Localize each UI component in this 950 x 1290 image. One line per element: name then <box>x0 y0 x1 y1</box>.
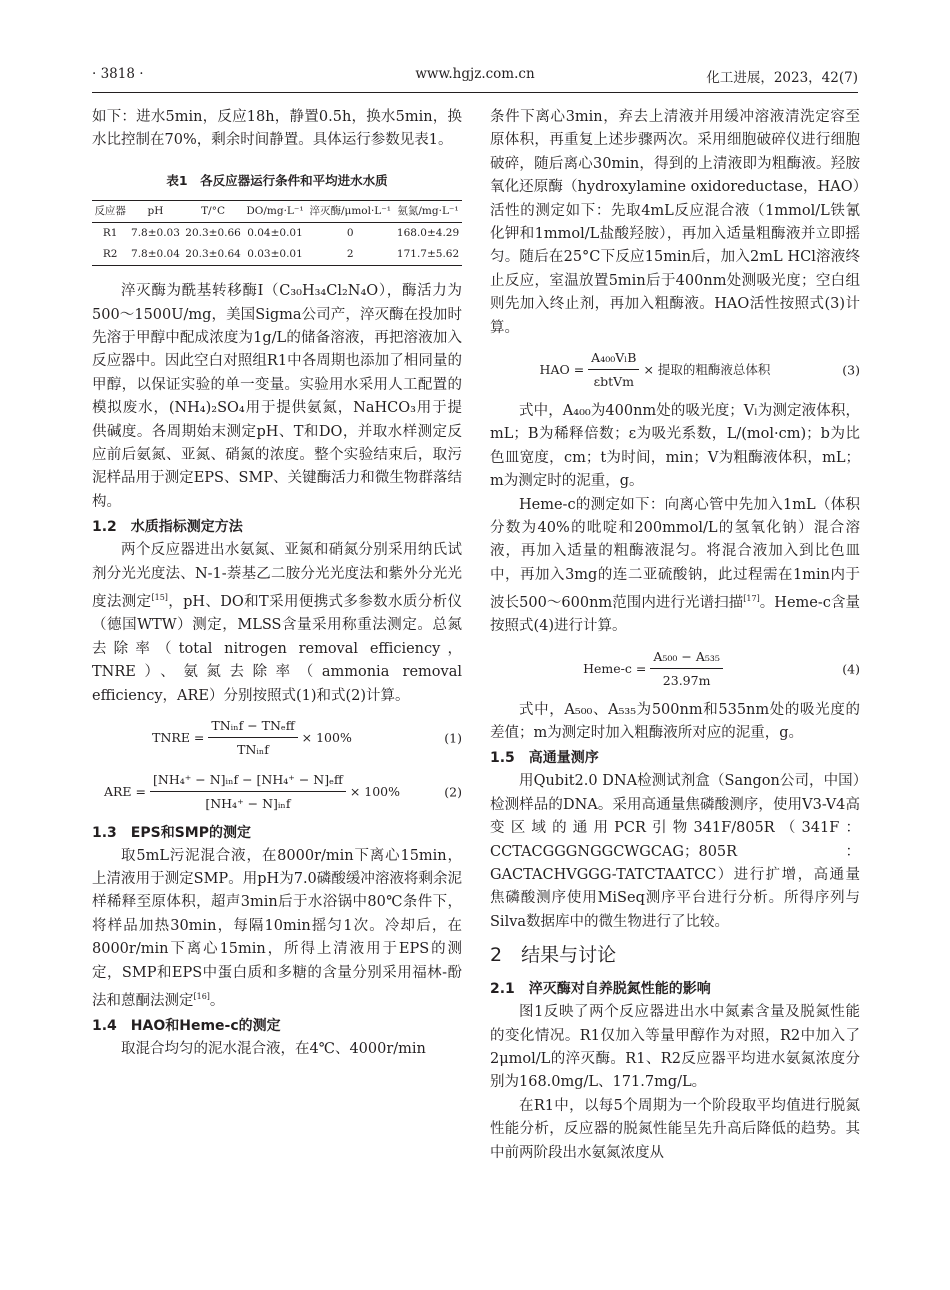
eq2-fraction <box>150 768 346 816</box>
header-rule <box>92 92 858 93</box>
citation-17: [17] <box>743 594 760 604</box>
section-heading-2: 2 结果与讨论 <box>490 944 617 967</box>
eq3-explanation: 式中，A₄₀₀为400nm处的吸光度；Vₗ为测定液体积，mL；B为稀释倍数；ε为吸光系数，L/(mol·cm)；b为比色皿宽度，cm；t为时间，min；V为粗酶液体积，mL；m为测定时的泥重，g。 <box>490 402 860 490</box>
eps-text-a: 取5mL污泥混合液，在8000r/min下离心15min，上清液用于测定SMP。用pH为7.0磷酸缓冲溶液将剩余泥样稀释至原体积，超声3min后于水浴锅中80℃条件下，将样品加热30min，每隔10min摇匀1次。冷却后，在8000r/min下离心15min，所得上清液用于EPS的测定，SMP和EPS中蛋白质和多糖的含量分别采用福林-酚法和蒽酮法测定 <box>92 847 462 1009</box>
methods-text-a: 两个反应器进出水氨氮、亚氮和硝氮分别采用纳氏试剂分光光度法、N-1-萘基乙二胺分光光度法和紫外分光光度法测定 <box>92 542 462 610</box>
table-cell: 7.8±0.03 <box>131 227 180 240</box>
table1 <box>92 200 462 266</box>
eq4-denominator: 23.97m <box>662 673 711 689</box>
citation-15: [15] <box>151 593 168 603</box>
eq2-numerator: [NH₄⁺ − N]ᵢₙf − [NH₄⁺ − N]ₑff <box>150 768 346 792</box>
table1-header-cell: DO/mg·L⁻¹ <box>244 201 307 223</box>
section-heading-1-3: 1.3 EPS和SMP的测定 <box>92 824 251 841</box>
table-cell: 20.3±0.66 <box>185 227 241 240</box>
journal-citation: 化工进展，2023，42(7) <box>706 70 858 86</box>
citation-16: [16] <box>193 992 210 1002</box>
table-cell: 0.04±0.01 <box>247 227 303 240</box>
eq3-numerator: A₄₀₀VₗB <box>588 346 639 370</box>
eq4-fraction <box>650 645 723 693</box>
hao-paragraph-continued: 条件下离心3min，弃去上清液并用缓冲溶液清洗定容至原体积，再重复上述步骤两次。采用细胞破碎仪进行细胞破碎，随后离心30min，得到的上清液即为粗酶液。羟胺氧化还原酶（hydroxylamine oxidoreductase，HAO）活性的测定如下：先取4mL反应混合液（1mmol/L铁氰化钾和1mmol/L盐酸羟胺），再加入适量粗酶液并立即摇匀。随后在25°C下反应15min后，加入2mL HCl溶液终止反应，室温放置5min后于400nm处测吸光度；空白组则先加入终止剂，再加入粗酶液。HAO活性按照式(3)计算。 <box>490 109 860 336</box>
table-row <box>92 223 462 245</box>
journal-website: www.hgjz.com.cn <box>415 66 535 82</box>
section-heading-1-4: 1.4 HAO和Heme-c的测定 <box>92 1018 281 1035</box>
methods-paragraph <box>92 539 462 708</box>
table1-header-cell: T/°C <box>183 201 244 223</box>
section-heading-2-1: 2.1 淬灭酶对自养脱氮性能的影响 <box>490 981 711 998</box>
eq1-number: (1) <box>444 730 462 746</box>
table1-caption: 表1 各反应器运行条件和平均进水水质 <box>166 172 388 188</box>
section-heading-1-5: 1.5 高通量测序 <box>490 750 599 767</box>
table1-header-cell: 反应器 <box>92 201 128 223</box>
heme-text-a: Heme-c的测定如下：向离心管中先加入1mL（体积分数为40%的吡啶和200mmol/L的氢氧化钠）混合溶液，再加入适量的粗酶液混匀。将混合液加入到比色皿中，再加入3mg的连二亚硫酸钠，此过程需在1min内于波长500～600nm范围内进行光谱扫描 <box>490 496 860 611</box>
eq4-numerator: A₅₀₀ − A₅₃₅ <box>650 645 723 669</box>
table-cell: 0.03±0.01 <box>244 244 307 266</box>
eq1-fraction <box>208 714 297 762</box>
eq4-lhs: Heme-c = <box>583 660 647 676</box>
running-header <box>92 66 858 90</box>
results-paragraph-1: 图1反映了两个反应器进出水中氮素含量及脱氮性能的变化情况。R1仅加入等量甲醇作为对照，R2中加入了2μmol/L的淬灭酶。R1、R2反应器平均进水氨氮浓度分别为168.0mg/L、171.7mg/L。 <box>490 1004 860 1091</box>
methods-text-b: ，pH、DO和T采用便携式多参数水质分析仪（德国WTW）测定，MLSS含量采用称重法测定。总氮去除率（total nitrogen removal efficiency，TNRE）、氨氮去除率（ammonia removal efficiency，ARE）分别按照式(1)和式(2)计算。 <box>92 593 462 704</box>
eq3-lhs: HAO = <box>539 362 585 378</box>
table-cell: R1 <box>102 227 118 240</box>
eq4-explanation: 式中，A₅₀₀、A₅₃₅为500nm和535nm处的吸光度的差值；m为测定时加入粗酶液所对应的泥重，g。 <box>490 701 860 741</box>
eq3-rhs: × 提取的粗酶液总体积 <box>643 362 771 378</box>
table-cell: 7.8±0.04 <box>128 244 182 266</box>
eq2-number: (2) <box>444 783 462 799</box>
eps-smp-paragraph <box>92 845 462 1014</box>
eps-text-b: 。 <box>209 992 225 1009</box>
table-cell: 20.3±0.64 <box>183 244 244 266</box>
right-column <box>490 106 860 1165</box>
table-row <box>92 244 462 266</box>
eq2-rhs: × 100% <box>349 783 400 799</box>
table-cell: 2 <box>306 244 394 266</box>
eq2-denominator: [NH₄⁺ − N]ᵢₙf <box>205 796 291 812</box>
equation-1 <box>92 714 462 762</box>
intro-paragraph: 如下：进水5min，反应18h，静置0.5h，换水5min，换水比控制在70%，剩余时间静置。具体运行参数见表1。 <box>92 109 462 149</box>
eq3-denominator: εbtVm <box>593 374 635 390</box>
table-cell: R2 <box>92 244 128 266</box>
heme-text-b: 。Heme-c含量按照式(4)进行计算。 <box>490 594 860 635</box>
eq4-number: (4) <box>842 660 860 676</box>
hao-paragraph-start: 取混合均匀的泥水混合液，在4℃、4000r/min <box>121 1041 426 1058</box>
table-cell: 171.7±5.62 <box>394 244 462 266</box>
table1-header-cell: 氨氮/mg·L⁻¹ <box>394 201 462 223</box>
eq1-lhs: TNRE = <box>152 730 205 746</box>
left-column <box>92 106 462 1062</box>
eq1-rhs: × 100% <box>301 730 352 746</box>
section-heading-1-2: 1.2 水质指标测定方法 <box>92 519 243 536</box>
equation-4 <box>490 645 860 693</box>
equation-3 <box>490 346 860 394</box>
equation-2 <box>92 768 462 816</box>
table1-header-cell: pH <box>128 201 182 223</box>
eq3-fraction <box>588 346 639 394</box>
eq1-denominator: TNᵢₙf <box>237 742 269 758</box>
heme-paragraph <box>490 494 860 639</box>
table1-header-cell: 淬灭酶/μmol·L⁻¹ <box>306 201 394 223</box>
table-cell: 0 <box>346 227 354 240</box>
table-cell: 168.0±4.29 <box>396 227 460 240</box>
eq3-number: (3) <box>842 362 860 378</box>
results-paragraph-2: 在R1中，以每5个周期为一个阶段取平均值进行脱氮性能分析，反应器的脱氮性能呈先升高后降低的趋势。其中前两阶段出水氨氮浓度从 <box>490 1097 860 1161</box>
page-number: · 3818 · <box>92 66 144 82</box>
eq1-numerator: TNᵢₙf − TNₑff <box>208 714 297 738</box>
sequencing-paragraph: 用Qubit2.0 DNA检测试剂盒（Sangon公司，中国）检测样品的DNA。采用高通量焦磷酸测序，使用V3-V4高变区域的通用PCR引物341F/805R（341F：CCTACGGGNGGCWGCAG；805R：GACTACHVGGG-TATCTAATCC）进行扩增，高通量焦磷酸测序使用MiSeq测序平台进行分析。所得序列与Silva数据库中的微生物进行了比较。 <box>490 773 860 930</box>
eq2-lhs: ARE = <box>103 783 146 799</box>
enzyme-paragraph: 淬灭酶为酰基转移酶Ⅰ（C₃₀H₃₄Cl₂N₄O），酶活力为500～1500U/mg，美国Sigma公司产，淬灭酶在投加时先溶于甲醇中配成浓度为1g/L的储备溶液，再把溶液加入反应器中。因此空白对照组R1中各周期也添加了相同量的甲醇，以保证实验的单一变量。实验用水采用人工配置的模拟废水，(NH₄)₂SO₄用于提供氨氮，NaHCO₃用于提供碱度。各周期始末测定pH、T和DO，并取水样测定反应前后氨氮、亚氮、硝氮的浓度。整个实验结束后，取污泥样品用于测定EPS、SMP、关键酶活力和微生物群落结构。 <box>92 283 462 510</box>
table1-header-row <box>92 201 462 223</box>
